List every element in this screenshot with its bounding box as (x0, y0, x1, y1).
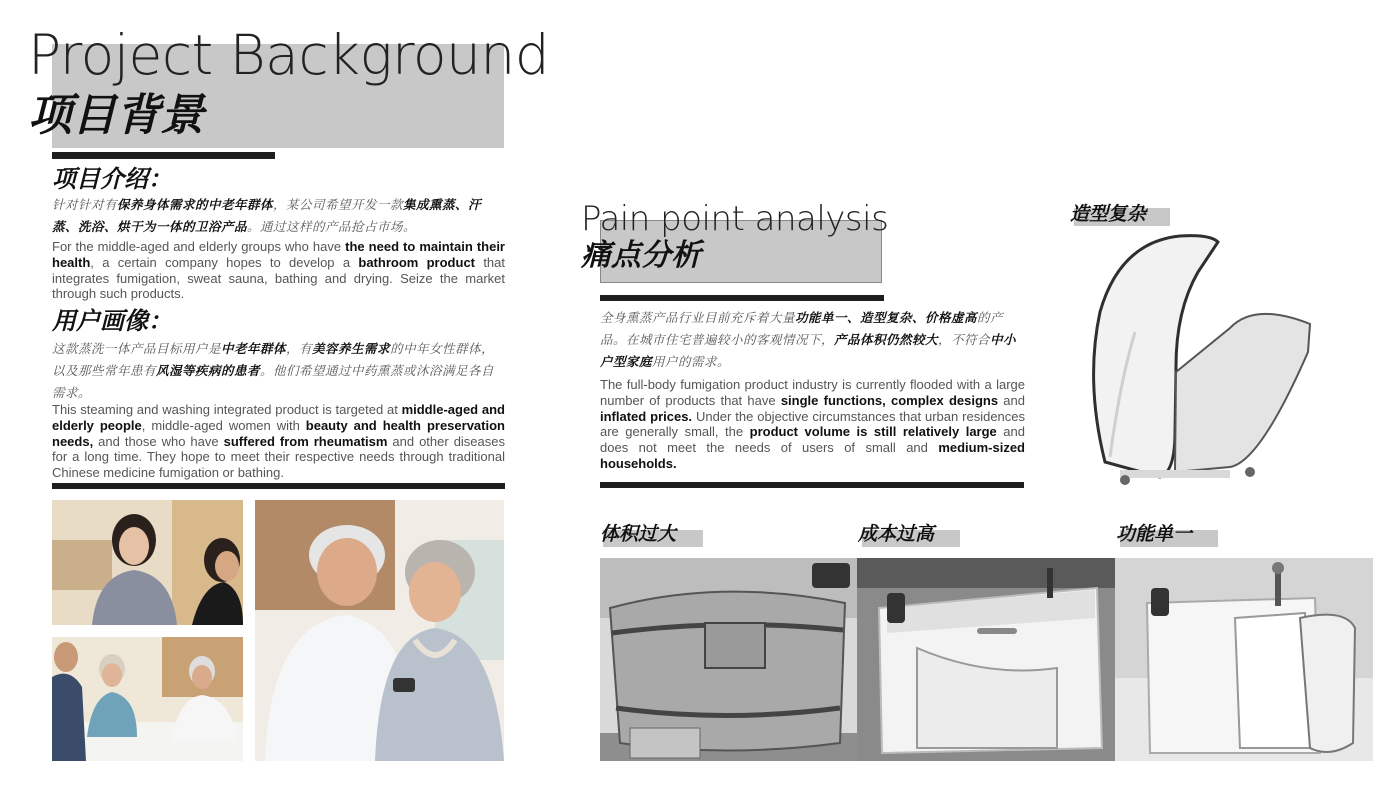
label-single: 功能单一 (1116, 523, 1193, 545)
body-text: ，有 (286, 341, 313, 356)
label-volume: 体积过大 (600, 523, 677, 545)
page-title-cn: 项目背景 (28, 90, 204, 141)
body-text: 的产品。在城市住宅普遍较小的客观情况下， (600, 310, 1004, 347)
emphasis-text: product volume is still relatively large (749, 424, 997, 440)
pain-text-cn (600, 307, 1026, 373)
emphasis-text: medium-sized households. (600, 440, 1025, 471)
body-text: 全身熏蒸产品行业目前充斥着大量 (600, 310, 796, 325)
body-text: and those who have (93, 433, 224, 449)
body-text: 的中年女性群体，以及那些常年患有 (52, 341, 495, 378)
body-text: and other diseases for a long time. They hope to meet their respective needs through traditional Chinese medicine fumigation or bathing. (52, 433, 505, 481)
pain-text-en (600, 377, 1025, 472)
body-text: and does not meet the needs of users of small and (600, 424, 1025, 456)
persona-text-en (52, 402, 505, 481)
elderly-couple-with-phone-photo (255, 500, 504, 761)
body-text: ，不符合 (938, 332, 991, 347)
tub-with-door-photo (1115, 558, 1373, 761)
steam-capsule-photo (1080, 232, 1312, 486)
emphasis-text: 集成熏蒸、汗蒸、洗浴、烘干为一体的卫浴产品 (52, 197, 482, 234)
woman-with-bowl-photo (52, 500, 243, 625)
body-text: , middle-aged women with (141, 417, 306, 433)
body-text: This steaming and washing integrated product is targeted at (52, 402, 402, 417)
walk-in-tub-photo (857, 558, 1115, 761)
pain-title-cn: 痛点分析 (581, 238, 701, 273)
emphasis-text: 中老年群体 (221, 341, 287, 356)
emphasis-text: bathroom product (358, 254, 476, 270)
intro-heading: 项目介绍： (52, 165, 172, 193)
page-title-en: Project Background (28, 23, 550, 87)
emphasis-text: inflated prices. (600, 408, 693, 424)
body-text: 用户的需求。 (652, 354, 731, 369)
emphasis-text: the need to maintain their health (52, 239, 505, 270)
emphasis-text: 美容养生需求 (312, 341, 391, 356)
emphasis-text: beauty and health preservation needs, (52, 417, 505, 449)
persona-heading: 用户画像： (52, 307, 172, 335)
emphasis-text: 中小户型家庭 (600, 332, 1017, 369)
emphasis-text: middle-aged and elderly people (52, 402, 505, 433)
body-text: 针对针对有 (52, 197, 118, 212)
caregiver-with-couple-photo (52, 637, 243, 761)
label-complex: 造型复杂 (1070, 203, 1147, 225)
emphasis-text: 功能单一、造型复杂、价格虚高 (795, 310, 978, 325)
body-text: The full-body fumigation product industry is currently flooded with a large number of products that have (600, 377, 1025, 408)
pain-divider (600, 295, 884, 301)
body-text: 。他们希望通过中药熏蒸或沐浴满足各自需求。 (52, 363, 495, 400)
body-text: 。通过这样的产品抢占市场。 (247, 219, 417, 234)
body-text: 这款蒸洗一体产品目标用户是 (52, 341, 222, 356)
label-cost: 成本过高 (858, 523, 935, 545)
emphasis-text: suffered from rheumatism (223, 433, 388, 449)
intro-text-en (52, 239, 505, 302)
body-text: that integrates fumigation, sweat sauna, bathing and drying. Seize the market through such products. (52, 254, 506, 302)
persona-text-cn (52, 338, 505, 404)
emphasis-text: 保养身体需求的中老年群体 (117, 197, 274, 212)
pain-title-en: Pain point analysis (581, 199, 889, 239)
body-text: ，某公司希望开发一款 (273, 197, 404, 212)
body-text: , a certain company hopes to develop a (90, 254, 359, 270)
intro-text-cn (52, 194, 505, 238)
emphasis-text: 风湿等疾病的患者 (156, 363, 261, 378)
wooden-barrel-tub-photo (600, 558, 857, 761)
emphasis-text: 产品体积仍然较大 (834, 332, 939, 347)
body-text: Under the objective circumstances that urban residences are generally small, the (600, 408, 1026, 440)
pain-divider-bottom (600, 482, 1024, 488)
emphasis-text: single functions, complex designs (780, 392, 999, 408)
body-text: For the middle-aged and elderly groups who have (52, 239, 346, 254)
section-divider (52, 152, 275, 159)
body-text: and (998, 392, 1026, 408)
section-divider-bottom (52, 483, 505, 489)
